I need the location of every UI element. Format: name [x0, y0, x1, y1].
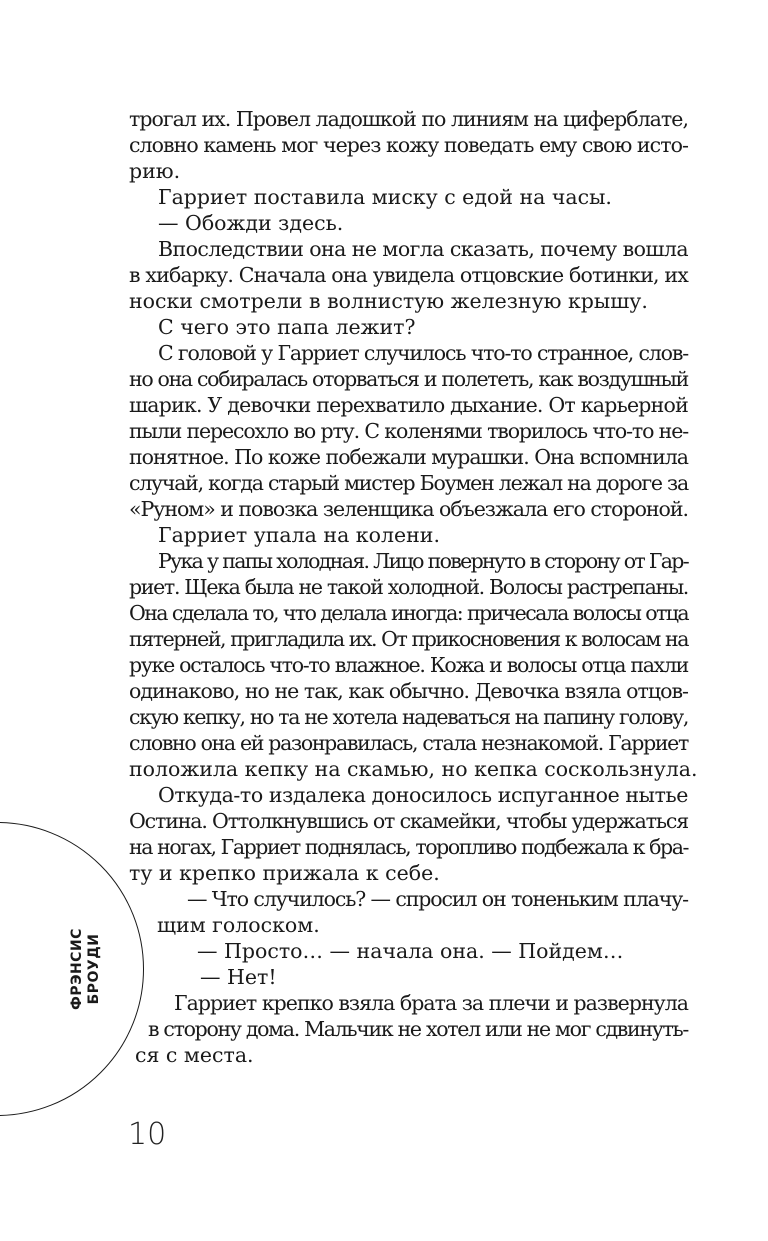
page-number: 10 — [128, 1117, 167, 1152]
text-line: Гарриет поставила миску с едой на часы. — [158, 185, 612, 209]
text-line: носки смотрели в волнистую железную крышу. — [129, 289, 648, 313]
text-line: руке осталось что-то влажное. Кожа и волосы отца пахли — [129, 653, 688, 677]
text-line: понятное. По коже побежали мурашки. Она вспомнила — [129, 445, 688, 469]
text-line: — Что случилось? — спросил он тоненьким плачу- — [187, 887, 688, 911]
text-line: ту и крепко прижала к себе. — [129, 861, 440, 885]
text-line: — Нет! — [200, 965, 277, 989]
text-line: щим голоском. — [157, 913, 320, 937]
text-line: Она сделала то, что делала иногда: причесала волосы отца — [129, 601, 688, 625]
text-line: Впоследствии она не могла сказать, почему вошла — [158, 237, 688, 261]
text-line: положила кепку на скамью, но кепка соскользнула. — [129, 757, 698, 781]
author-first-name: ФРЭНСИС — [69, 928, 85, 1010]
text-line: С головой у Гарриет случилось что-то странное, слов- — [158, 341, 688, 365]
text-line: но она собиралась оторваться и полететь, как воздушный — [129, 367, 688, 391]
text-line: Откуда-то издалека доносилось испуганное нытье — [158, 783, 688, 807]
text-line: Гарриет крепко взяла брата за плечи и развернула — [174, 991, 688, 1015]
text-line: в сторону дома. Мальчик не хотел или не мог сдвинуть- — [148, 1017, 688, 1041]
text-line: на ногах, Гарриет поднялась, торопливо подбежала к бра- — [129, 835, 688, 859]
text-line: шарик. У девочки перехватило дыхание. От карьерной — [129, 393, 688, 417]
text-line: пятерней, пригладила их. От прикосновения к волосам на — [129, 627, 688, 651]
author-name — [69, 928, 103, 1010]
text-line: ся с места. — [135, 1043, 254, 1067]
text-line: рию. — [129, 159, 181, 183]
text-line: риет. Щека была не такой холодной. Волосы растрепаны. — [129, 575, 688, 599]
text-line: случай, когда старый мистер Боумен лежал на дороге за — [129, 471, 688, 495]
text-line: пыли пересохло во рту. С коленями творилось что-то не- — [129, 419, 688, 443]
text-line: одинаково, но не так, как обычно. Девочка взяла отцов- — [129, 679, 688, 703]
author-last-name: БРОУДИ — [86, 933, 102, 1005]
text-line: трогал их. Провел ладошкой по линиям на циферблате, — [129, 107, 688, 131]
text-line: Рука у папы холодная. Лицо повернуто в сторону от Гар- — [158, 549, 688, 573]
text-line: — Просто… — начала она. — Пойдем… — [197, 939, 624, 963]
text-line: — Обожди здесь. — [158, 211, 344, 235]
text-line: в хибарку. Сначала она увидела отцовские ботинки, их — [129, 263, 688, 287]
text-line: «Руном» и повозка зеленщика объезжала его стороной. — [129, 497, 688, 521]
text-line: Гарриет упала на колени. — [158, 523, 440, 547]
text-line: С чего это папа лежит? — [158, 315, 416, 339]
text-line: словно камень мог через кожу поведать ему свою исто- — [129, 133, 688, 157]
text-line: Остина. Оттолкнувшись от скамейки, чтобы удержаться — [129, 809, 688, 833]
text-line: словно она ей разонравилась, стала незнакомой. Гарриет — [129, 731, 688, 755]
text-line: скую кепку, но та не хотела надеваться на папину голову, — [129, 705, 688, 729]
